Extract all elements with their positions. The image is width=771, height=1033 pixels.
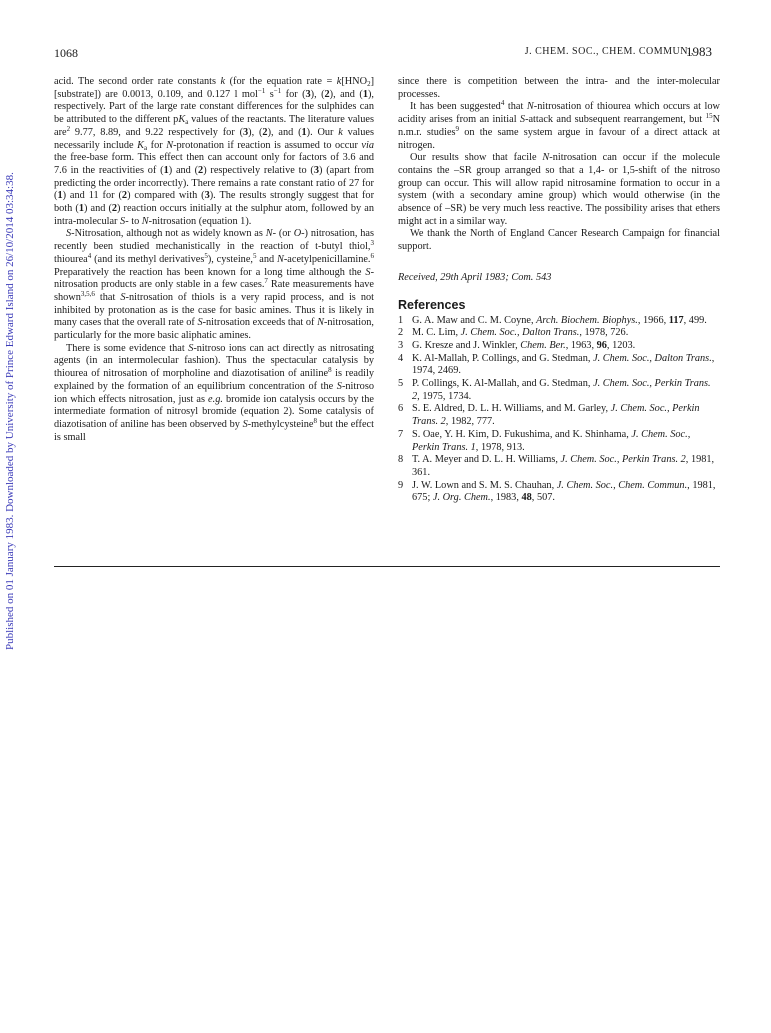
- paragraph: since there is competition between the intra- and the inter-molecular processes.: [398, 76, 720, 100]
- reference-year: 1963,: [570, 339, 597, 351]
- references-list: [398, 315, 720, 506]
- reference-pages: 1203.: [612, 339, 636, 351]
- reference-journal: J. Chem. Soc., Dalton Trans.: [460, 327, 580, 339]
- right-column: [398, 76, 720, 505]
- reference-journal: J. Chem. Soc., Perkin Trans. 2: [560, 454, 686, 466]
- reference-journal: J. Org. Chem.: [432, 492, 491, 504]
- reference-volume: 117: [668, 314, 684, 326]
- reference-year: 1982,: [450, 416, 477, 428]
- reference-year: 1981,: [692, 479, 716, 491]
- reference-journal: J. Chem. Soc., Chem. Commun.: [556, 479, 688, 491]
- left-column: [54, 76, 374, 444]
- journal-title: J. CHEM. SOC., CHEM. COMMUN.,: [524, 46, 694, 57]
- reference-item: 4 K. Al-Mallah, P. Collings, and G. Stedman, J. Chem. Soc., Dalton Trans., 1974, 2469.: [398, 352, 715, 377]
- reference-item: 8 T. A. Meyer and D. L. H. Williams, J. Chem. Soc., Perkin Trans. 2, 1981, 361.: [398, 454, 715, 478]
- reference-item: 7 S. Oae, Y. H. Kim, D. Fukushima, and K. Shinhama, J. Chem. Soc., Perkin Trans. 1, 1978, 913.: [398, 428, 691, 453]
- received-date: Received, 29th April 1983: [398, 271, 506, 283]
- paragraph: acid. The second order rate constants k (for the equation rate = $k[HNO_2][substrate]$) are 0.0013, 0.109, and 0.127 l mol$^{-1}$ $s^{-1}$ for (3), (2), and (1), respectively. Part of the large rate constant differences for the sulphides can be attributed to the different $pK_a$ values of the reactants. The literature values are$^2$ 9.77, 8.89, and 9.22 respectively for (3), (2), and (1). Our k values necessarily include $K_a$ for N-protonation if reaction is assumed to occur via the free-base form. This effect then can account only for factors of 3.6 and 7.6 in the reactivities of (1) and (2) respectively relative to (3) (apart from predicting the order incorrectly). There remains a rate constant ratio of 27 for (1) and 11 for (2) compared with (3). The results strongly suggest that for both (1) and (2) reaction occurs initially at the sulphur atom, followed by an intra-molecular S- to N-nitrosation (equation 1).: [54, 76, 375, 227]
- journal-year: 1983: [686, 44, 712, 59]
- reference-pages: 499.: [688, 314, 707, 326]
- paragraph: Our results show that facile N-nitrosation can occur if the molecule contains the –SR group arranged so that a 1,4- or 1,5-shift of the nitroso group can occur. This will allow rapid nitrosamine formation to occur in a system (with a secondary amine group) which would otherwise (in the absence of –SR) be very much less reactive. The possibility arises that ethers might act in a similar way.: [398, 152, 721, 227]
- reference-year: 1978,: [584, 327, 611, 339]
- reference-journal: Chem. Ber.: [520, 339, 566, 351]
- reference-journal: J. Chem. Soc., Dalton Trans.: [593, 352, 712, 364]
- reference-authors: M. C. Lim,: [412, 327, 461, 339]
- references-heading: References: [398, 297, 466, 312]
- acknowledgement: We thank the North of England Cancer Research Campaign for financial support.: [398, 228, 720, 253]
- reference-number: 3: [398, 339, 404, 351]
- reference-number: 1: [398, 314, 404, 326]
- communication-number: Com. 543: [511, 271, 552, 283]
- reference-pages: 1734.: [448, 390, 472, 402]
- bottom-rule: [54, 566, 720, 567]
- reference-year: 1981,: [690, 454, 715, 466]
- download-watermark-text: Published on 01 January 1983. Downloaded by University of Prince Edward Island on 26/10/2014 03:34:38.: [4, 172, 16, 650]
- paragraph: S-Nitrosation, although not as widely known as N- (or O-) nitrosation, has recently been studied mechanistically in the reaction of t-butyl thiol,$^3$ thiourea$^4$ (and its methyl derivatives$^5$), cysteine,$^5$ and N-acetylpenicillamine.$^6$ Preparatively the reaction has been known for a long time although the S-nitrosation products are only stable in a few cases.$^7$ Rate measurements have shown$^{3,5,6}$ that S-nitrosation of thiols is a very rapid process, and is not inhibited by protonation as is the case for basic amines. Thus it is likely in many cases that the overall rate of S-nitrosation exceeds that of N-nitrosation, particularly for the more basic aliphatic amines.: [54, 228, 374, 342]
- reference-journal: J. Chem. Soc., Perkin Trans. 1: [412, 428, 691, 453]
- reference-authors: T. A. Meyer and D. L. H. Williams,: [412, 454, 561, 466]
- reference-number: 5: [398, 378, 404, 390]
- reference-pages: 726.: [610, 327, 629, 339]
- reference-item: 3 G. Kresze and J. Winkler, Chem. Ber., 1963, 96, 1203.: [398, 339, 636, 351]
- download-watermark: [2, 150, 18, 650]
- reference-number: 9: [398, 479, 404, 491]
- reference-authors: S. E. Aldred, D. L. H. Williams, and M. Garley,: [412, 403, 611, 415]
- reference-item: 6 S. E. Aldred, D. L. H. Williams, and M. Garley, J. Chem. Soc., Perkin Trans. 2, 1982, 777.: [398, 403, 700, 428]
- reference-number: 6: [398, 403, 404, 415]
- reference-authors: J. W. Lown and S. M. S. Chauhan,: [412, 479, 557, 491]
- reference-number: 7: [398, 428, 404, 440]
- reference-journal: J. Chem. Soc., Perkin Trans. 2: [412, 378, 711, 402]
- reference-journal: Arch. Biochem. Biophys.: [536, 314, 638, 326]
- reference-pages: 2469.: [437, 365, 461, 377]
- reference-pages: 777.: [476, 416, 495, 428]
- reference-item: 9 J. W. Lown and S. M. S. Chauhan, J. Chem. Soc., Chem. Commun., 1981, 675; J. Org. Chem., 1983, 48, 507.: [398, 479, 716, 504]
- reference-pages: 361.: [412, 466, 431, 478]
- reference-year: 1978,: [480, 441, 507, 453]
- reference-year: 1975,: [422, 390, 449, 402]
- reference-year: 1974,: [412, 365, 438, 377]
- reference-volume: 48: [521, 492, 532, 504]
- reference-authors: G. Kresze and J. Winkler,: [412, 339, 521, 351]
- reference-authors: G. A. Maw and C. M. Coyne,: [412, 314, 537, 326]
- reference-volume: 96: [596, 339, 607, 351]
- reference-number: 8: [398, 454, 404, 466]
- paragraph: It has been suggested$^4$ that N-nitrosation of thiourea which occurs at low acidity arises from an initial S-attack and subsequent rearrangement, but $^{15}$N n.m.r. studies$^9$ on the same system argue in favour of a direct attack at nitrogen.: [398, 99, 720, 151]
- reference-number: 2: [398, 327, 404, 339]
- page-header: [54, 46, 712, 64]
- reference-item: 2 M. C. Lim, J. Chem. Soc., Dalton Trans., 1978, 726.: [398, 327, 629, 339]
- received-line: Received, 29th April 1983; Com. 543: [398, 271, 552, 283]
- reference-year: 1983,: [495, 492, 522, 504]
- reference-item: 5 P. Collings, K. Al-Mallah, and G. Stedman, J. Chem. Soc., Perkin Trans. 2, 1975, 1734.: [398, 378, 711, 402]
- reference-journal: J. Chem. Soc., Perkin Trans. 2: [412, 403, 700, 428]
- reference-number: 4: [398, 352, 404, 364]
- page-number: 1068: [54, 46, 78, 60]
- reference-authors: K. Al-Mallah, P. Collings, and G. Stedman,: [412, 352, 594, 364]
- reference-item: 1 G. A. Maw and C. M. Coyne, Arch. Biochem. Biophys., 1966, 117, 499.: [398, 314, 707, 326]
- reference-pages: 675;: [412, 492, 431, 504]
- paragraph: There is some evidence that S-nitroso ions can act directly as nitrosating agents (in an intermolecular fashion). Thus the spectacular catalysis by thiourea of nitrosation of morpholine and diazotisation of aniline$^8$ is readily explained by the formation of an equilibrium concentration of the S-nitroso ion which effects nitrosation, just as e.g. bromide ion catalysis occurs by the intermediate formation of nitrosyl bromide (equation 2). Some catalysis of diazotisation of aniline has been observed by S-methylcysteine$^8$ but the effect is small: [54, 342, 374, 443]
- reference-year: 1966,: [643, 314, 669, 326]
- reference-pages: 913.: [506, 441, 525, 453]
- reference-authors: P. Collings, K. Al-Mallah, and G. Stedman,: [412, 378, 594, 390]
- reference-authors: S. Oae, Y. H. Kim, D. Fukushima, and K. Shinhama,: [412, 428, 632, 440]
- reference-pages: 507.: [536, 492, 555, 504]
